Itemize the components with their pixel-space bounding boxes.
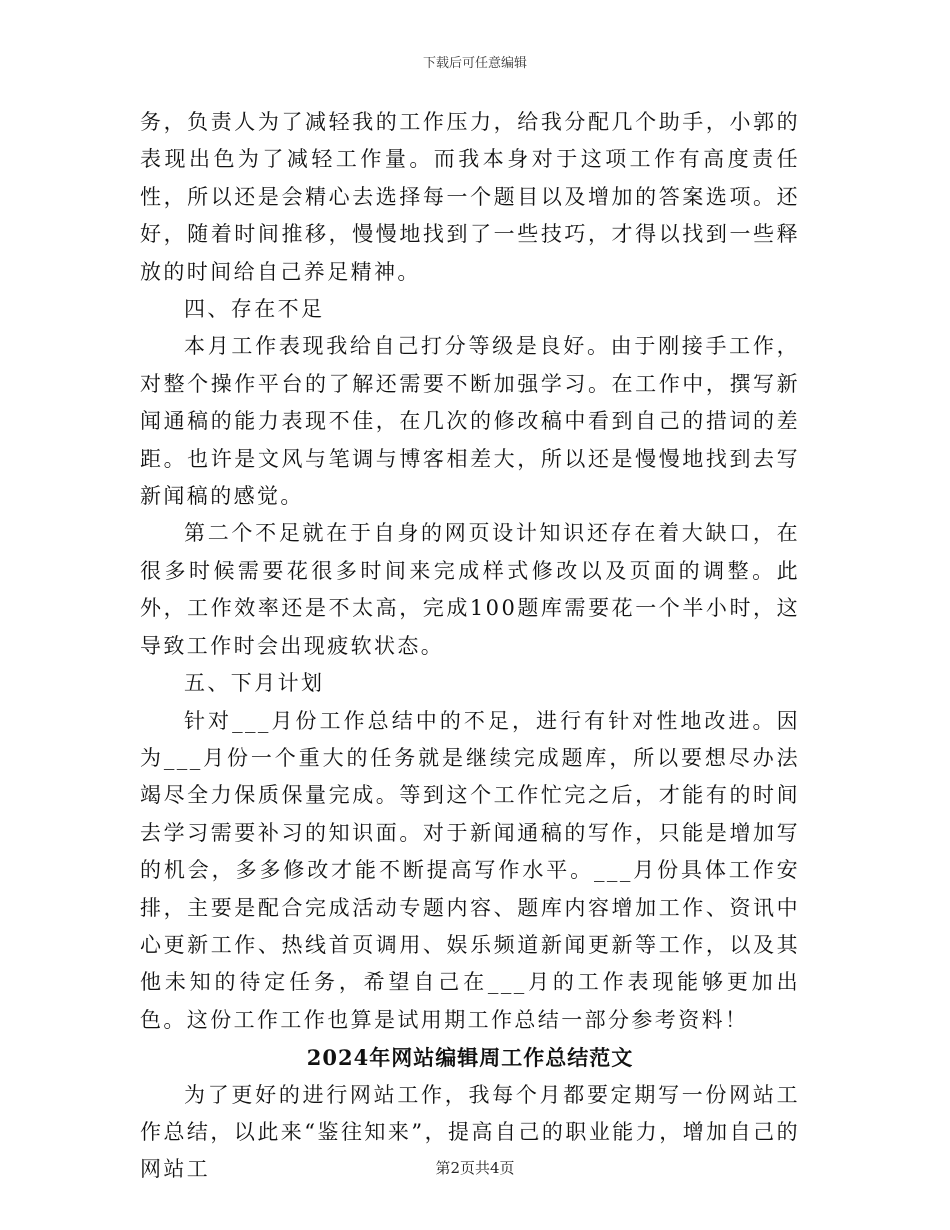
- page-header: 下载后可任意编辑: [422, 56, 527, 71]
- heading-shortcomings: 四、存在不足: [184, 297, 325, 322]
- paragraph-continuation: 务，负责人为了减轻我的工作压力，给我分配几个助手，小郭的表现出色为了减轻工作量。而我本身对于这项工作有高度责任性，所以还是会精心去选择每一个题目以及增加的答案选项。还好，随着时间推移，慢慢地找到了一些技巧，才得以找到一些释放的时间给自己养足精神。: [140, 110, 800, 284]
- paragraph-shortcomings-1: 本月工作表现我给自己打分等级是良好。由于刚接手工作，对整个操作平台的了解还需要不断加强学习。在工作中，撰写新闻通稿的能力表现不佳，在几次的修改稿中看到自己的措词的差距。也许是文风与笔调与博客相差大，所以还是慢慢地找到去写新闻稿的感觉。: [140, 334, 800, 509]
- heading-next-month-plan: 五、下月计划: [184, 671, 325, 696]
- paragraph-shortcomings-2: 第二个不足就在于自身的网页设计知识还存在着大缺口，在很多时候需要花很多时间来完成样式修改以及页面的调整。此外，工作效率还是不太高，完成100题库需要花一个半小时，这导致工作时会出现疲软状态。: [140, 521, 800, 658]
- section-title: 2024年网站编辑周工作总结范文: [306, 1045, 634, 1071]
- paragraph-section-intro: 为了更好的进行网站工作，我每个月都要定期写一份网站工作总结，以此来“鉴往知来”，提高自己的职业能力，增加自己的网站工: [140, 1082, 800, 1182]
- document-body: [140, 104, 800, 1189]
- page-footer: 第2页共4页: [435, 1159, 515, 1177]
- paragraph-next-month-plan: 针对___月份工作总结中的不足，进行有针对性地改进。因为___月份一个重大的任务就是继续完成题库，所以要想尽办法竭尽全力保质保量完成。等到这个工作忙完之后，才能有的时间去学习需要补习的知识面。对于新闻通稿的写作，只能是增加写的机会，多多修改才能不断提高写作水平。___月份具体工作安排，主要是配合完成活动专题内容、题库内容增加工作、资讯中心更新工作、热线首页调用、娱乐频道新闻更新等工作，以及其他未知的待定任务，希望自己在___月的工作表现能够更加出色。这份工作工作也算是试用期工作总结一部分参考资料！: [140, 708, 800, 1032]
